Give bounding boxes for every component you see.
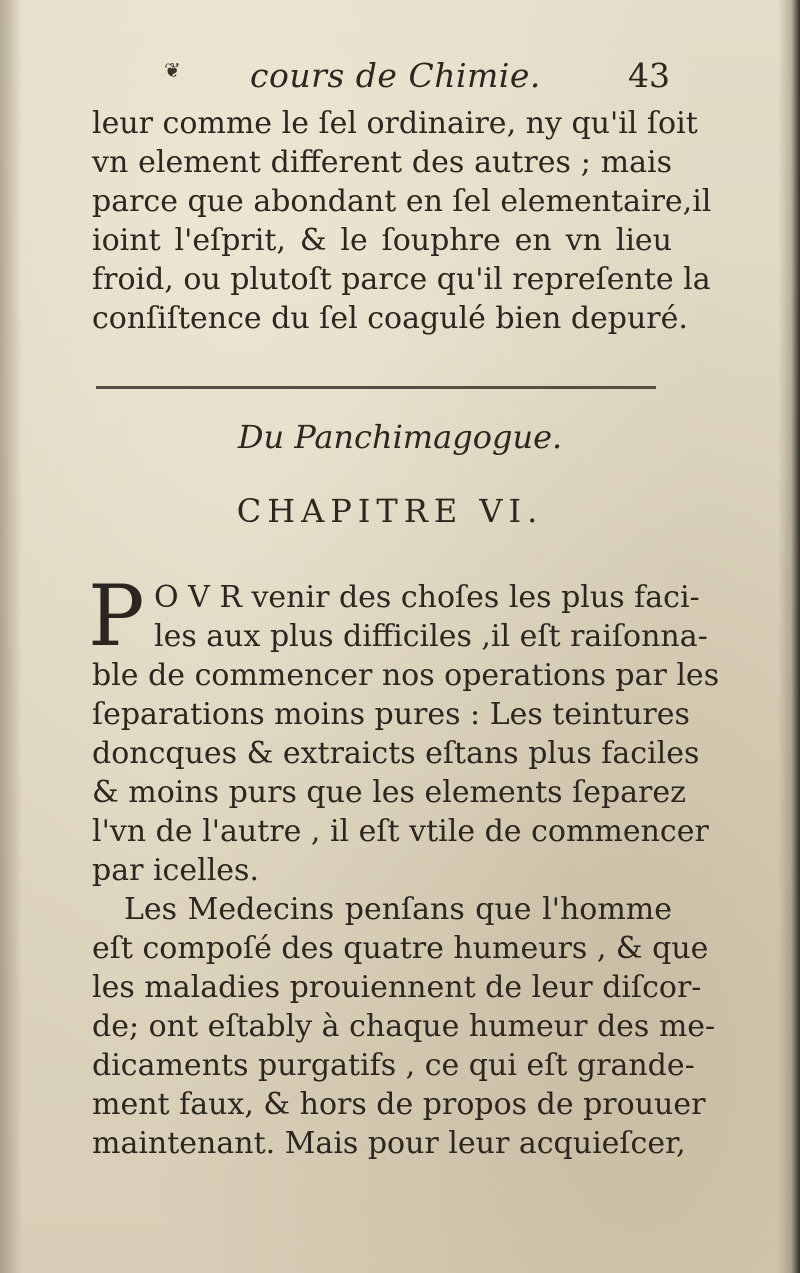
text-line: maintenant. Mais pour leur acquieſcer, — [92, 1126, 686, 1161]
text-line: de; ont eſtably à chaque humeur des me- — [92, 1009, 716, 1044]
text-line: ioint l'eſprit, & le ſouphre en vn lieu — [92, 223, 672, 258]
text-line: Les Medecins penſans que l'homme — [124, 892, 672, 927]
fleuron-ornament: ❦ — [164, 58, 181, 82]
text-line: dicaments purgatifs , ce qui eſt grande- — [92, 1048, 695, 1083]
drop-cap-indented-lines — [154, 578, 708, 656]
chapter-heading: CHAPITRE VI. — [236, 492, 544, 530]
text-line: les aux plus difficiles ,il eſt raiſonna- — [154, 619, 708, 654]
text-line: l'vn de l'autre , il eſt vtile de commencer — [92, 814, 709, 849]
continued-paragraph — [92, 104, 712, 338]
text-line: doncques & extraicts eſtans plus faciles — [92, 736, 700, 771]
text-line: les maladies prouiennent de leur diſcor- — [92, 970, 702, 1005]
text-line: vn element different des autres ; mais — [92, 145, 672, 180]
text-line: ſeparations moins pures : Les teintures — [92, 697, 690, 732]
page-number: 43 — [628, 56, 670, 95]
body-text — [92, 656, 720, 1163]
page-edge-shadow-right — [778, 0, 800, 1273]
text-line: froid, ou plutoſt parce qu'il repreſente la — [92, 262, 711, 297]
section-divider-rule — [96, 386, 656, 389]
drop-cap: P — [88, 567, 145, 665]
text-line: conſiſtence du ſel coagulé bien depuré. — [92, 301, 688, 336]
page-edge-shadow-left — [0, 0, 22, 1273]
text-line: eſt compoſé des quatre humeurs , & que — [92, 931, 709, 966]
running-head: cours de Chimie. — [250, 56, 541, 95]
text-line: O V R venir des choſes les plus faci- — [154, 580, 700, 615]
text-line: leur comme le ſel ordinaire, ny qu'il ſoit — [92, 106, 698, 141]
text-line: & moins purs que les elements ſeparez — [92, 775, 686, 810]
text-line: parce que abondant en ſel elementaire,il — [92, 184, 712, 219]
text-line: ble de commencer nos operations par les — [92, 658, 720, 693]
section-title: Du Panchimagogue. — [237, 418, 563, 456]
text-line: par icelles. — [92, 853, 259, 888]
page-header — [92, 56, 672, 104]
text-line: ment faux, & hors de propos de prouuer — [92, 1087, 706, 1122]
